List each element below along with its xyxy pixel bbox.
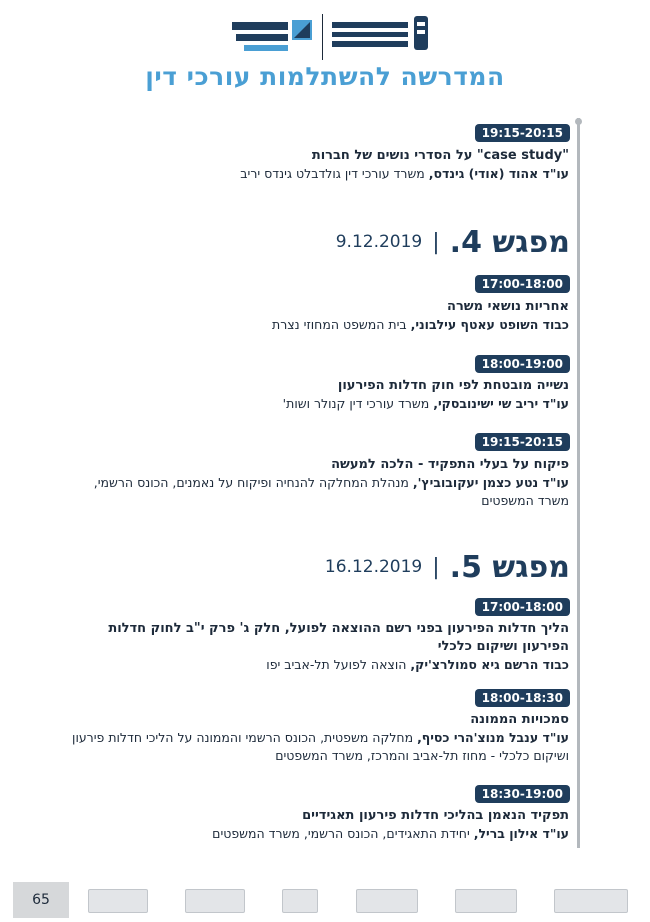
session-title: הליך חדלות הפירעון בפני רשם ההוצאה לפועל, חלק ג' פרק י"ב לחוק חדלות הפירעון ושיקום כלכלי xyxy=(108,621,569,654)
time-badge: 18:00-18:30 xyxy=(475,689,570,707)
meeting-separator: | xyxy=(432,554,440,580)
speaker-name: עו"ד ענבל מנוצ'הרי כסיף, xyxy=(417,730,569,745)
session-speaker xyxy=(69,316,569,334)
speaker-affiliation: משרד עורכי דין קנולר ושות' xyxy=(282,396,434,411)
footer-logo xyxy=(282,889,318,913)
header-logos xyxy=(230,14,430,60)
meeting-label: מפגש 4. xyxy=(449,224,570,260)
speaker-name: כבוד הרשם גיא סמולרצ'יק, xyxy=(410,657,569,672)
session-block xyxy=(69,711,569,765)
school-logo xyxy=(230,16,314,60)
session-block xyxy=(69,147,569,183)
footer xyxy=(0,876,650,922)
session-speaker xyxy=(69,474,569,510)
session-title: "case study" על הסדרי נושים של חברות xyxy=(311,148,569,163)
speaker-name: עו"ד יריב שי ישינובסקי, xyxy=(433,396,569,411)
session-speaker xyxy=(69,656,569,674)
logo-divider xyxy=(322,14,323,60)
meeting-5-heading xyxy=(325,547,570,587)
session-title: תפקיד הנאמן בהליכי חדלות פירעון תאגידיים xyxy=(302,808,569,823)
timeline-line xyxy=(577,118,580,848)
page-number: 65 xyxy=(13,882,69,918)
meeting-label: מפגש 5. xyxy=(449,549,570,585)
meeting-separator: | xyxy=(432,229,440,255)
meeting-4-heading xyxy=(336,222,570,262)
footer-logo xyxy=(554,889,628,913)
footer-logo xyxy=(88,889,148,913)
session-speaker xyxy=(69,165,569,183)
speaker-name: כבוד השופט עאטף עילבוני, xyxy=(410,317,569,332)
speaker-affiliation: הוצאה לפועל תל-אביב יפו xyxy=(266,657,411,672)
session-title: סמכויות הממונה xyxy=(470,712,569,727)
session-title: נשייה מובטחת לפי חוק חדלות הפירעון xyxy=(337,378,569,393)
session-speaker xyxy=(69,395,569,413)
speaker-affiliation: בית המשפט המחוזי נצרת xyxy=(271,317,411,332)
speaker-name: עו"ד אילון בריל, xyxy=(473,826,569,841)
time-badge: 19:15-20:15 xyxy=(475,124,570,142)
meeting-date: 16.12.2019 xyxy=(324,557,423,577)
speaker-affiliation: מחלקה משפטית, הכונס הרשמי והממונה על הליכי חדלות פירעון ושיקום כלכלי - מחוז תל-אביב והמרכז, משרד המשפטים xyxy=(72,730,569,763)
session-block xyxy=(69,377,569,413)
timeline-dot xyxy=(575,118,582,125)
footer-logo xyxy=(356,889,418,913)
session-block xyxy=(69,456,569,510)
footer-logos xyxy=(88,886,628,916)
time-badge: 17:00-18:00 xyxy=(475,598,570,616)
time-badge: 18:30-19:00 xyxy=(475,785,570,803)
session-block xyxy=(69,620,569,674)
session-title: אחריות נושאי משרה xyxy=(447,299,569,314)
footer-logo xyxy=(455,889,517,913)
session-block xyxy=(69,298,569,334)
page-title: המדרשה להשתלמות עורכי דין xyxy=(145,62,505,91)
meeting-date: 9.12.2019 xyxy=(335,232,423,252)
bar-association-logo xyxy=(328,14,430,60)
speaker-affiliation: יחידת התאגידים, הכונס הרשמי, משרד המשפטים xyxy=(212,826,474,841)
session-title: פיקוח על בעלי התפקיד - הלכה למעשה xyxy=(331,457,569,472)
speaker-name: עו"ד נטע כצמן יעקובוביץ', xyxy=(412,475,569,490)
speaker-affiliation: מנהלת המחלקה להנחיה ופיקוח על נאמנים, הכונס הרשמי, משרד המשפטים xyxy=(93,475,569,508)
footer-logo xyxy=(185,889,245,913)
speaker-name: עו"ד אהוד (אודי) גינדס, xyxy=(428,166,569,181)
speaker-affiliation: משרד עורכי דין גולדבלט גינדס יריב xyxy=(240,166,429,181)
time-badge: 17:00-18:00 xyxy=(475,275,570,293)
session-speaker xyxy=(69,825,569,843)
session-speaker xyxy=(69,729,569,765)
session-block xyxy=(69,807,569,843)
time-badge: 19:15-20:15 xyxy=(475,433,570,451)
time-badge: 18:00-19:00 xyxy=(475,355,570,373)
